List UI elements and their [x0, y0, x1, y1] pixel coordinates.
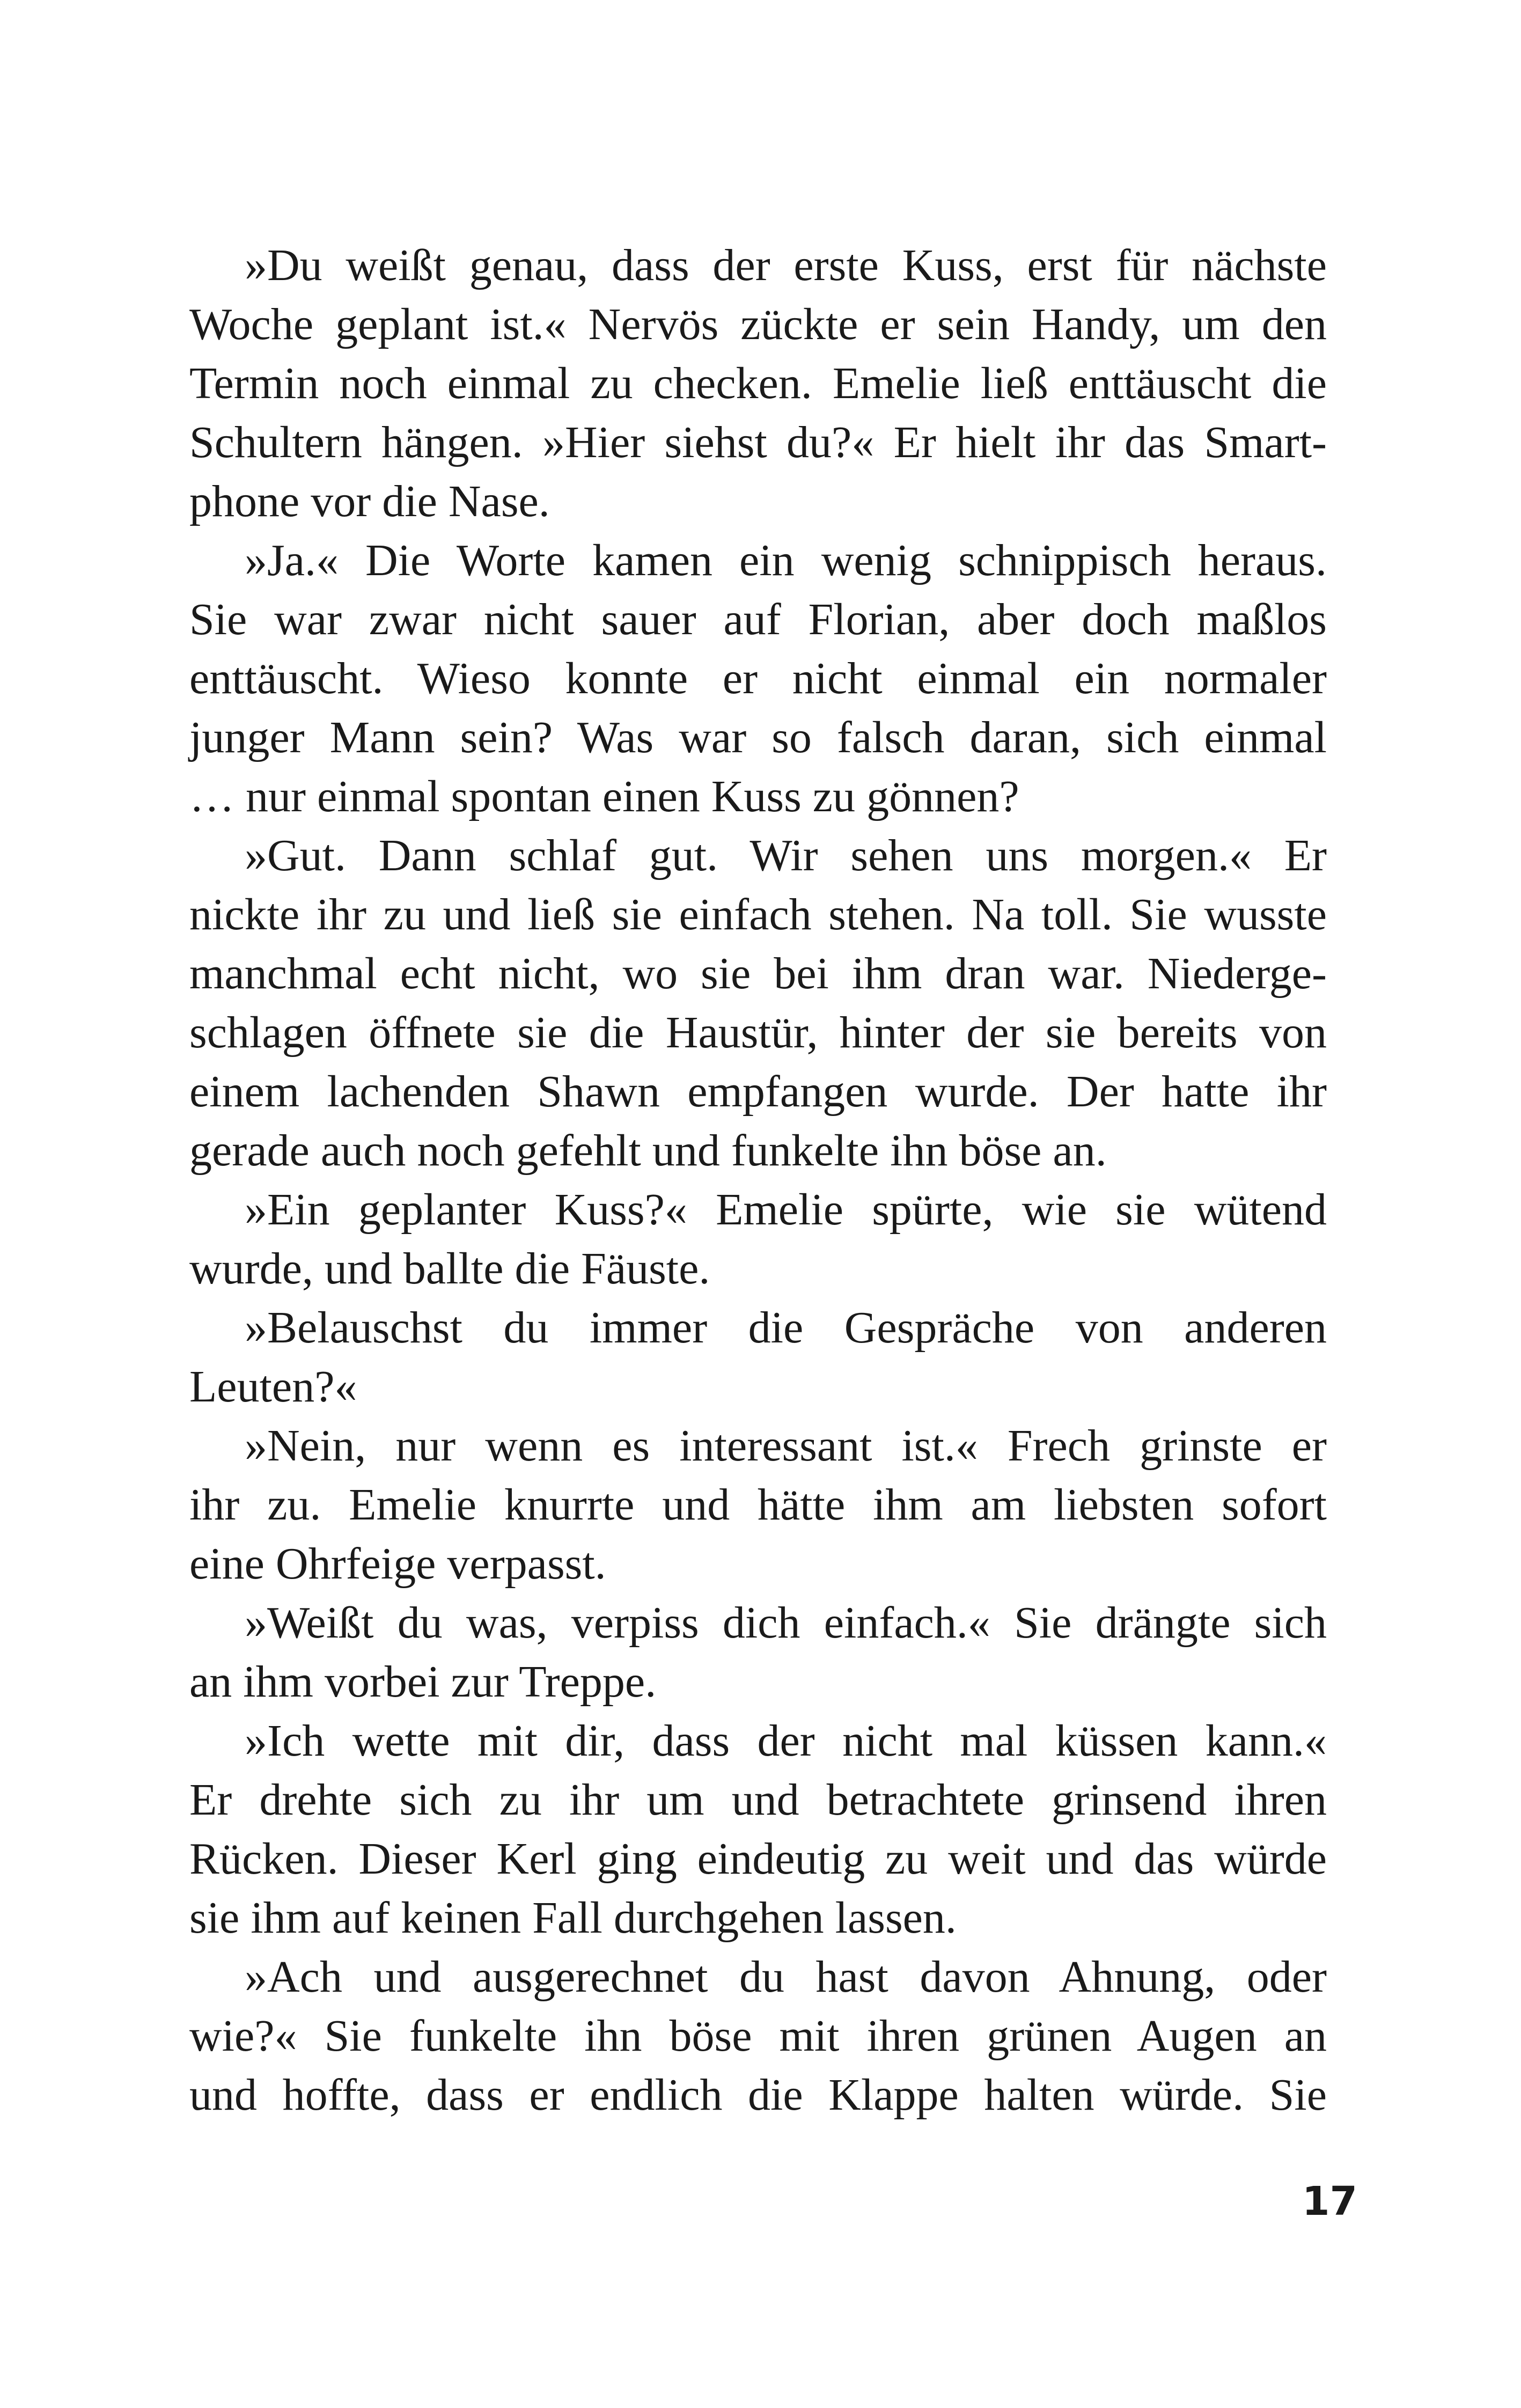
text-line: Rücken. Dieser Kerl ging eindeutig zu weit und das würde — [189, 1834, 1327, 1884]
text-line: phone vor die Nase. — [189, 476, 550, 526]
text-line: ihr zu. Emelie knurrte und hätte ihm am liebsten sofort — [189, 1480, 1327, 1530]
text-line: Termin noch einmal zu checken. Emelie ließ enttäuscht die — [189, 358, 1327, 408]
text-line: eine Ohrfeige verpasst. — [189, 1539, 606, 1589]
text-line: wie?« Sie funkelte ihn böse mit ihren grünen Augen an — [189, 2011, 1327, 2061]
text-line: nickte ihr zu und ließ sie einfach stehen. Na toll. Sie wusste — [189, 890, 1327, 939]
text-line: Sie war zwar nicht sauer auf Florian, aber doch maßlos — [189, 594, 1327, 644]
text-line: an ihm vorbei zur Treppe. — [189, 1657, 657, 1707]
text-line: einem lachenden Shawn empfangen wurde. Der hatte ihr — [189, 1067, 1327, 1117]
text-line: »Gut. Dann schlaf gut. Wir sehen uns morgen.« Er — [245, 831, 1327, 880]
text-line: wurde, und ballte die Fäuste. — [189, 1244, 710, 1294]
text-line: Er drehte sich zu ihr um und betrachtete grinsend ihren — [189, 1775, 1327, 1825]
text-line: »Ach und ausgerechnet du hast davon Ahnung, oder — [245, 1952, 1327, 2002]
text-line: schlagen öffnete sie die Haustür, hinter der sie bereits von — [189, 1008, 1327, 1058]
text-line: »Ein geplanter Kuss?« Emelie spürte, wie sie wütend — [245, 1185, 1327, 1235]
text-line: sie ihm auf keinen Fall durchgehen lassen. — [189, 1893, 957, 1943]
text-line: und hoffte, dass er endlich die Klappe halten würde. Sie — [189, 2070, 1327, 2120]
text-line: manchmal echt nicht, wo sie bei ihm dran war. Niederge- — [189, 949, 1327, 999]
text-line: gerade auch noch gefehlt und funkelte ihn böse an. — [189, 1126, 1107, 1176]
text-line: enttäuscht. Wieso konnte er nicht einmal ein normaler — [189, 654, 1327, 703]
text-line: »Ich wette mit dir, dass der nicht mal küssen kann.« — [245, 1716, 1327, 1766]
text-line: Leuten?« — [189, 1362, 357, 1412]
text-line: Woche geplant ist.« Nervös zückte er sein Handy, um den — [189, 299, 1327, 349]
text-line: Schultern hängen. »Hier siehst du?« Er hielt ihr das Smart- — [189, 417, 1327, 467]
text-line: »Du weißt genau, dass der erste Kuss, erst für nächste — [245, 240, 1327, 290]
text-line: »Belauschst du immer die Gespräche von anderen — [245, 1303, 1327, 1353]
text-line: »Nein, nur wenn es interessant ist.« Frech grinste er — [245, 1421, 1327, 1471]
body-text — [189, 236, 1327, 2125]
text-line: junger Mann sein? Was war so falsch daran, sich einmal — [189, 713, 1327, 762]
text-line: »Ja.« Die Worte kamen ein wenig schnippisch heraus. — [245, 535, 1327, 585]
page-number: 17 — [1302, 2178, 1357, 2225]
text-line: … nur einmal spontan einen Kuss zu gönnen? — [189, 772, 1019, 821]
text-line: »Weißt du was, verpiss dich einfach.« Sie drängte sich — [245, 1598, 1327, 1648]
